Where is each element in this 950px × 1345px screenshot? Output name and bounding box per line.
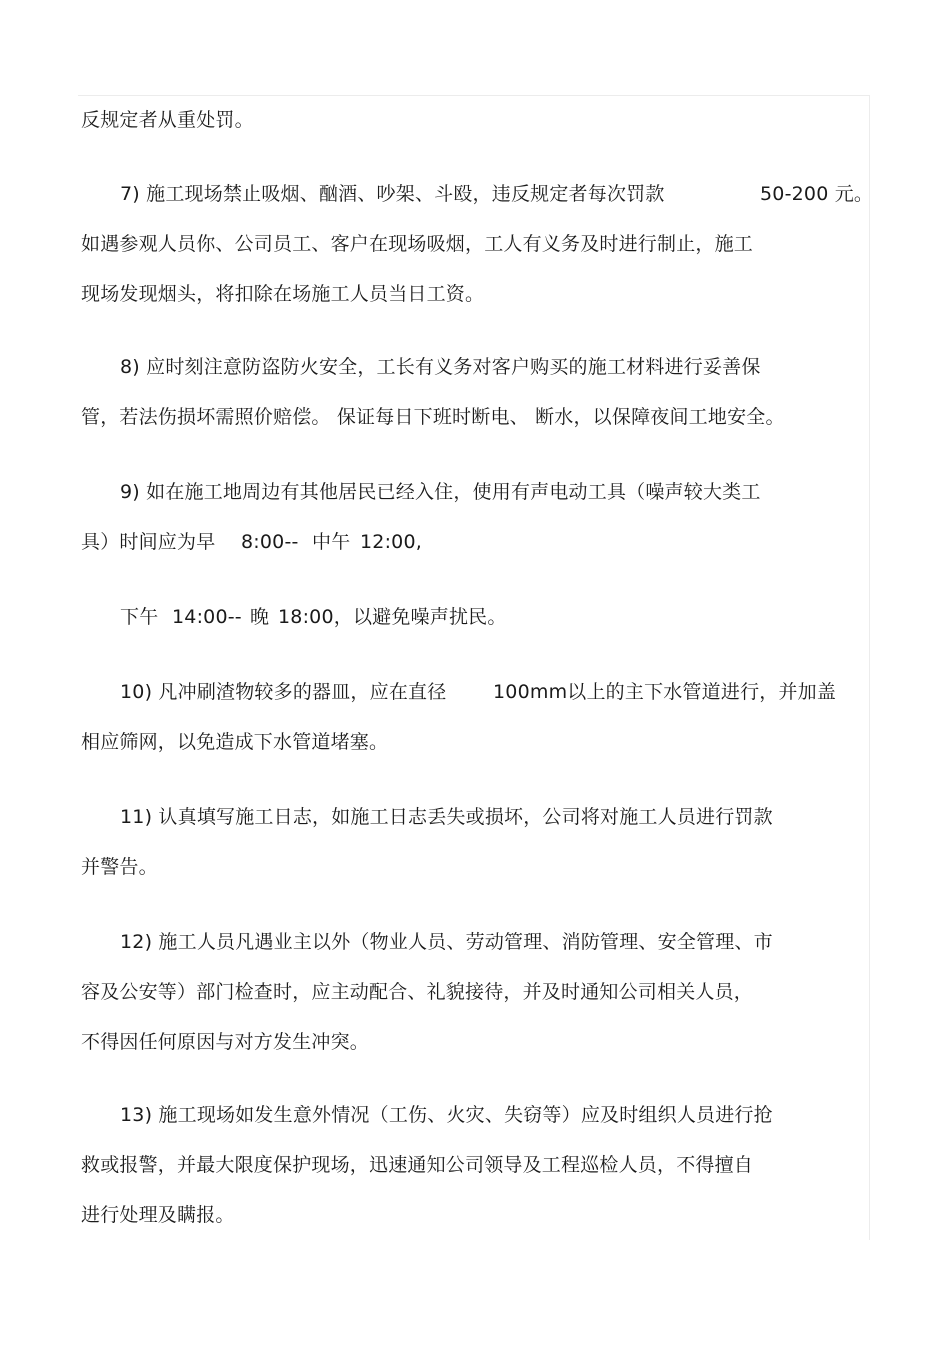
text-line: 50-200 元。 (760, 183, 874, 205)
text-line: 18:00，以避免噪声扰民。 (278, 606, 507, 628)
text-line: 10) 凡冲刷渣物较多的器皿，应在直径 (120, 681, 447, 703)
text-line: 反规定者从重处罚。 (81, 109, 254, 131)
text-line: 进行处理及瞒报。 (81, 1204, 235, 1226)
text-line: 8:00-- (241, 531, 299, 553)
text-line: 下午 (120, 606, 159, 628)
text-line: 14:00-- (172, 606, 242, 628)
text-line: 13) 施工现场如发生意外情况（工伤、火灾、失窃等）应及时组织人员进行抢 (120, 1104, 773, 1126)
text-line: 7) 施工现场禁止吸烟、酗酒、吵架、斗殴，违反规定者每次罚款 (120, 183, 665, 205)
text-line: 8) 应时刻注意防盗防火安全，工长有义务对客户购买的施工材料进行妥善保 (120, 356, 761, 378)
text-line: 晚 (250, 606, 270, 628)
text-line: 具）时间应为早 (81, 531, 216, 553)
text-line: 100mm以上的主下水管道进行，并加盖 (493, 681, 837, 703)
text-line: 如遇参观人员你、公司员工、客户在现场吸烟，工人有义务及时进行制止，施工 (81, 233, 754, 255)
text-line: 11) 认真填写施工日志，如施工日志丢失或损坏，公司将对施工人员进行罚款 (120, 806, 773, 828)
text-line: 12:00, (360, 531, 422, 553)
text-line: 中午 (312, 531, 351, 553)
page-border-top (78, 95, 870, 96)
text-line: 不得因任何原因与对方发生冲突。 (81, 1031, 370, 1053)
text-line: 并警告。 (81, 856, 158, 878)
text-line: 容及公安等）部门检查时，应主动配合、礼貌接待，并及时通知公司相关人员， (81, 981, 754, 1003)
text-line: 救或报警，并最大限度保护现场，迅速通知公司领导及工程巡检人员，不得擅自 (81, 1154, 754, 1176)
text-line: 相应筛网，以免造成下水管道堵塞。 (81, 731, 389, 753)
text-line: 现场发现烟头，将扣除在场施工人员当日工资。 (81, 283, 485, 305)
text-line: 管，若法伤损坏需照价赔偿。 保证每日下班时断电、 断水，以保障夜间工地安全。 (81, 406, 785, 428)
text-line: 12) 施工人员凡遇业主以外（物业人员、劳动管理、消防管理、安全管理、市 (120, 931, 773, 953)
text-line: 9) 如在施工地周边有其他居民已经入住，使用有声电动工具（噪声较大类工 (120, 481, 761, 503)
page-border-right (869, 95, 870, 1240)
